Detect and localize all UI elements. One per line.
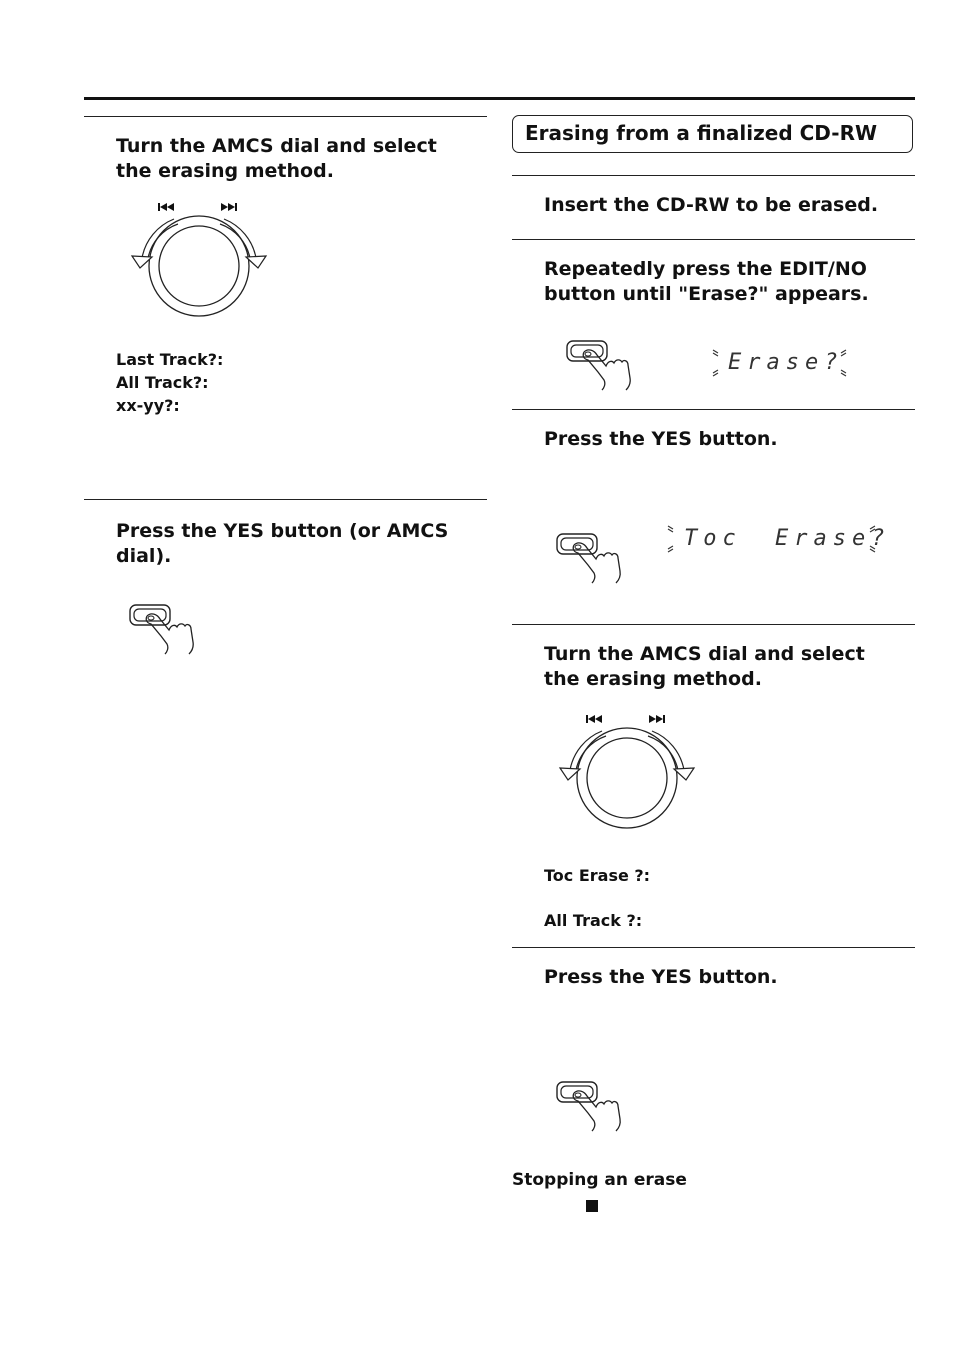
right-step-divider-5 xyxy=(512,947,915,948)
right-step-divider-2 xyxy=(512,239,915,240)
left-step-divider-2 xyxy=(84,499,487,500)
right-step-divider-3 xyxy=(512,409,915,410)
finger-press-button-icon xyxy=(127,602,199,660)
lcd-blink-marks-right xyxy=(868,524,878,558)
top-rule xyxy=(84,97,915,100)
amcs-dial-icon xyxy=(124,196,274,326)
step-yes-heading-1: Press the YES button. xyxy=(544,428,778,450)
option-toc-erase: Toc Erase ?: xyxy=(544,866,651,885)
right-step-divider-1 xyxy=(512,175,915,176)
lcd-blink-marks-left xyxy=(711,348,721,382)
lcd-blink-marks-right xyxy=(839,348,849,382)
finger-press-button-icon xyxy=(554,1079,626,1137)
stop-square-icon xyxy=(586,1200,598,1212)
stopping-erase-heading: Stopping an erase xyxy=(512,1170,687,1190)
step-edit-no-heading: Repeatedly press the EDIT/NO button until "Erase?" appears. xyxy=(544,258,869,305)
skip-forward-icon xyxy=(649,715,665,723)
amcs-dial-icon xyxy=(552,708,702,838)
section-title-box xyxy=(512,115,913,153)
skip-back-icon xyxy=(586,715,602,723)
left-step-divider-1 xyxy=(84,116,487,117)
skip-forward-icon xyxy=(221,203,237,211)
step-dial-heading-right: Turn the AMCS dial and select the erasing method. xyxy=(544,643,865,690)
finger-press-button-icon xyxy=(564,338,636,396)
lcd-blink-marks-left xyxy=(666,524,676,558)
lcd-display-toc-erase: Toc Erase? xyxy=(684,526,891,551)
left-dial-step-heading: Turn the AMCS dial and select the erasing method. xyxy=(116,135,437,182)
option-xx-yy: xx-yy?: xyxy=(116,396,180,415)
option-all-track: All Track?: xyxy=(116,373,209,392)
section-title: Erasing from a finalized CD-RW xyxy=(525,121,878,145)
step-yes-heading-2: Press the YES button. xyxy=(544,966,778,988)
lcd-display-erase: Erase? xyxy=(728,350,844,375)
step-insert-heading: Insert the CD-RW to be erased. xyxy=(544,194,879,216)
right-step-divider-4 xyxy=(512,624,915,625)
option-last-track: Last Track?: xyxy=(116,350,224,369)
finger-press-button-icon xyxy=(554,531,626,589)
left-yes-step-heading: Press the YES button (or AMCS dial). xyxy=(116,520,449,567)
option-all-track-right: All Track ?: xyxy=(544,911,643,930)
skip-back-icon xyxy=(158,203,174,211)
